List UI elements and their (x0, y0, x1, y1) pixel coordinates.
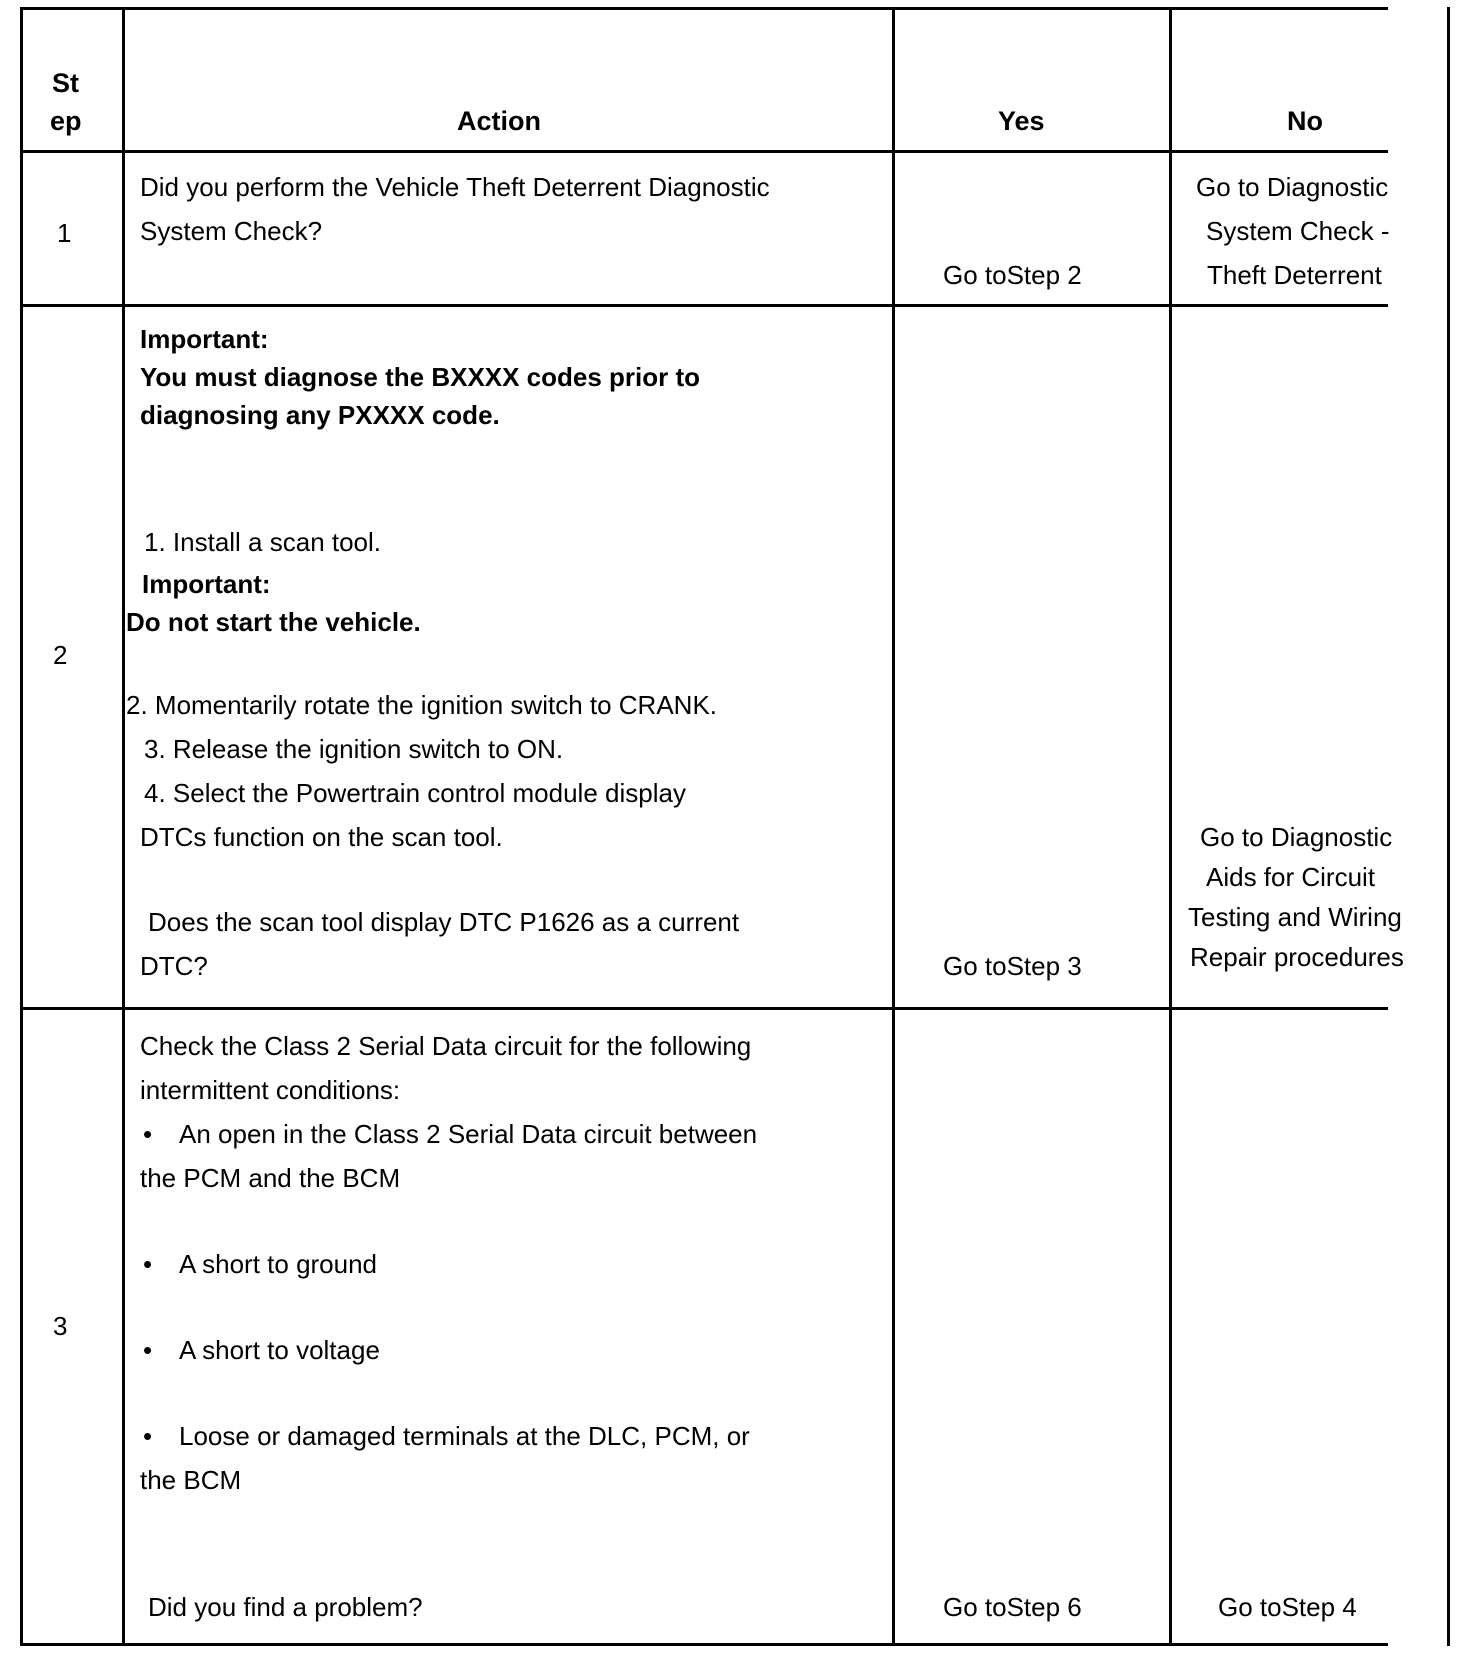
no-result: System Check - (1206, 216, 1390, 246)
no-result: Go to Diagnostic (1200, 822, 1393, 852)
no-result: Go to Diagnostic (1196, 172, 1389, 202)
important-label: Important: (140, 324, 269, 354)
important-text: Do not start the vehicle. (126, 607, 421, 637)
yes-result: Go toStep 3 (943, 951, 1082, 981)
procedure-step: 4. Select the Powertrain control module display (144, 778, 686, 808)
important-text: diagnosing any PXXXX code. (140, 400, 500, 430)
table-border-top (20, 7, 1388, 10)
col-divider-step (122, 7, 125, 1646)
yes-result: Go toStep 6 (943, 1592, 1082, 1622)
yes-result: Go toStep 2 (943, 260, 1082, 290)
bullet-text: the PCM and the BCM (140, 1163, 401, 1193)
bullet-text: An open in the Class 2 Serial Data circuit between (179, 1119, 758, 1149)
no-result: Aids for Circuit (1206, 862, 1376, 892)
important-text: You must diagnose the BXXXX codes prior to (140, 362, 701, 392)
table-border-left (20, 7, 23, 1646)
table-border-right (1447, 7, 1450, 1646)
bullet-icon: • (143, 1119, 153, 1149)
action-text: intermittent conditions: (140, 1075, 401, 1105)
step-number: 2 (53, 640, 68, 670)
no-result: Go toStep 4 (1218, 1592, 1357, 1622)
no-result: Testing and Wiring (1188, 902, 1402, 932)
table-border-bottom (20, 1643, 1388, 1646)
action-text: Did you perform the Vehicle Theft Deterrent Diagnostic (140, 172, 770, 202)
procedure-step: 3. Release the ignition switch to ON. (144, 734, 564, 764)
no-result: Theft Deterrent (1207, 260, 1382, 290)
bullet-text: A short to voltage (179, 1335, 380, 1365)
question-text: DTC? (140, 951, 208, 981)
step-number: 1 (57, 218, 72, 248)
no-result: Repair procedures (1190, 942, 1404, 972)
important-label: Important: (142, 569, 271, 599)
action-text: System Check? (140, 216, 323, 246)
action-text: Check the Class 2 Serial Data circuit for the following (140, 1031, 752, 1061)
col-divider-action (892, 7, 895, 1646)
header-divider (20, 150, 1388, 153)
row-divider-1 (20, 304, 1388, 307)
bullet-text: A short to ground (179, 1249, 378, 1279)
bullet-icon: • (143, 1249, 153, 1279)
header-no: No (1287, 106, 1323, 136)
procedure-step: 1. Install a scan tool. (144, 527, 382, 557)
col-divider-yes (1169, 7, 1172, 1646)
bullet-icon: • (143, 1421, 153, 1451)
header-action: Action (457, 106, 541, 136)
header-step-line1: St (52, 68, 79, 98)
header-yes: Yes (998, 106, 1045, 136)
procedure-step: DTCs function on the scan tool. (140, 822, 503, 852)
procedure-step: 2. Momentarily rotate the ignition switch to CRANK. (126, 690, 718, 720)
bullet-icon: • (143, 1335, 153, 1365)
step-number: 3 (53, 1311, 68, 1341)
question-text: Did you find a problem? (148, 1592, 423, 1622)
bullet-text: the BCM (140, 1465, 242, 1495)
row-divider-2 (20, 1007, 1388, 1010)
question-text: Does the scan tool display DTC P1626 as a current (148, 907, 740, 937)
header-step-line2: ep (50, 106, 82, 136)
bullet-text: Loose or damaged terminals at the DLC, PCM, or (179, 1421, 750, 1451)
